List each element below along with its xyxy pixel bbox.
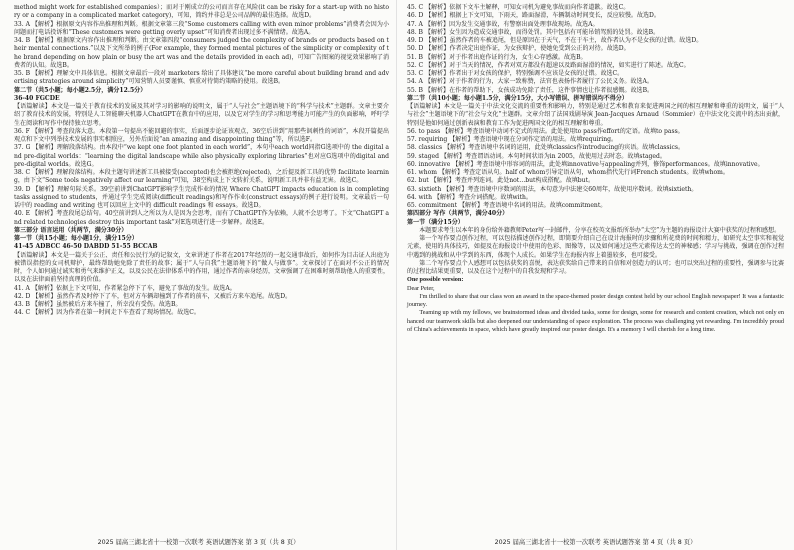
answer-paragraph: 64. with 【解析】考查介词搭配。故填with。 [407,193,532,201]
answer-paragraph: 第一节（共15小题；每小题1分，满分15分） [14,235,138,242]
answer-paragraph: 43. B 【解析】虽然被后方来车撞了，所幸没有受伤。故选B。 [14,301,182,308]
answer-paragraph: I'm thrilled to share that our class won an award in the space-themed poster design contest held by our school English newspaper! It was a fantastic journey. [407,292,784,308]
left-page-body [14,4,389,318]
answer-paragraph: 第二节（共10小题；每小题1.5分，满分15分，大小写错误、拼写错误均不得分） [407,94,628,102]
answer-paragraph: 59. staged 【解析】考查谓语动词。本句时间状语为in 2005，故使用过去时态。故填staged。 [407,152,666,160]
answer-paragraph: 39. D 【解析】理解句际关系。39空前讲到ChatGPT影响学生完成作业的情况 Where ChatGPT impacts education is in completing tasks assigned to students，并通过学生完成阅读(difficult readings)和写作作业(construct essays)的例子进行说明。文章最后一句话中的 reading and writing 也可以回应上文中的 difficult readings 和 essays。故选D。 [14,185,389,209]
answer-paragraph: 50. D 【解析】作者决定出庭作证，为女孩辩护，使她免受到公正的对待。故选D。 [407,45,630,53]
answer-paragraph: 65. commitment 【解析】考查语境中名词的用法。故填commitment。 [407,202,607,209]
answer-paragraph: 第二节（共5小题；每小题2.5分，满分12.5分） [14,86,147,94]
answer-paragraph: Dear Peter, [407,284,435,292]
answer-paragraph: 56. to pass 【解析】考查语境中动词不定式的用法。此处使用to pass作effort的定语。故填to pass。 [407,127,684,135]
answer-paragraph: 44. C 【解析】因为作者在第一时间走下车查看了现场情况。故选C。 [14,309,200,317]
answer-paragraph: 58. classics 【解析】考查语境中名词的运用，此处填classics作introducing的宾语。故填classics。 [407,144,684,152]
answer-paragraph: 57. requiring 【解析】考查语境中现在分词作定语的用法。故填requiring。 [407,136,618,143]
answer-paragraph: 【语篇解读】本文是一篇关于教育技术的发展及其对学习的影响的说明文，属于“人与社会”主题语境下的“科学与技术”主题群。文章主要介绍了教育技术的发展，特别是人工智能聊天机器人ChatGPT在教育中的应用，以及它对学生的学习和思考能力可能产生的负面影响，呼吁学生在阅读和写作中保持独立思考。 [14,103,389,127]
answer-paragraph: 55. B 【解析】在作者的帮助下，女孩成功免除了责任，这件事情也让作者很感慨。故选B。 [407,86,654,94]
answer-paragraph: 41. A 【解析】依据上下文可知，作者紧急停下了车，避免了事故的发生。故选A。 [14,284,236,292]
answer-paragraph: 【语篇解读】本文是一篇关于公正、责任和公民行为的记叙文，文章讲述了作者在2017年经历的一起交通事故后，如何作为目击证人出庭为被错误指控的女司机辩护，最终帮助她免除了责任的故事；属于“人与自我”主题语境下的“做人与做事”。文章探讨了在面对不公正的情况时，个人如何通过诚实和勇气来维护正义，以及公民在法律体系中的作用，通过作者的亲身经历，文章强调了在困难时刻帮助他人的重要性，以及在法律面前坚持真理的价值。 [14,251,389,284]
answer-paragraph: 本题要求考生以本年的身份给外籍教师Peter写一封邮件，分享在校英文报纸所举办“太空”为主题的海报设计大赛中获奖的过程和感想。 [419,226,781,234]
answer-paragraph: 35. B 【解析】理解文中具体信息。根据文章最后一段对 marketers 给出了具体建议“be more careful about building brand and advertising strategies around simplicity”可知营销人员要谨慎、慎重对待简约策略的使用。故选B。 [14,70,389,86]
answer-paragraph: 62. but 【解析】考查并列连词。此处not…but构成搭配。故填but。 [407,177,595,185]
answer-paragraph: 61. whom 【解析】考查定语从句。half of whom引导定语从句，whom指代先行词French students。故填whom。 [407,169,729,176]
answer-paragraph: 33. A 【解析】根据原文内容作出推理和判断。根据文章第三段“Some customers calling with even minor problems”消费者会因为小问题而打电话投诉和“These customers were getting overly upset”可知消费者出现过多不满情绪。故选A。 [14,20,389,36]
answer-paragraph: Teaming up with my fellows, we brainstormed ideas and divided tasks, some for design, some for research and content creation, which not only enhanced our teamwork skills but also deepened our understanding of space exploration. The process was challenging yet rewarding. I'm incredibly proud of China's achievements in space, which have greatly inspired our poster design. It's a memory I will cherish for a long time. [407,309,784,333]
answer-paragraph: 47. A 【解析】因为发生交通事故，有警察出面处理事故现场。故选A。 [407,20,599,28]
answer-paragraph: 48. B 【解析】女生因为造成交通事故，而得处罚。其中包括有可能吊销驾照的处罚。故选B。 [407,28,660,36]
answer-paragraph: 36. F 【解析】考查段落大意。本段第一句提出不能回避的事实，后面逐步论证该观点，36空后讲到“用那些讽刺性的词语”，本段开篇提出观点和下文中列举技术发展的事实相照应，另外后面说“an amazing and disappointing thing”等，所以选F。 [14,127,389,143]
answer-paragraph: 第三部分 语言运用（共两节，满分30分） [14,226,128,234]
answer-paragraph: 60. innovative 【解析】考查语境中形容词的用法，此处填innovative与appealing并列，修饰performances。故填innovative。 [407,160,764,168]
answer-paragraph: 36-40 FGCDE [14,94,60,102]
answer-paragraph: 37. G 【解析】理解段落结构。由本段中“we kept one foot planted in each world”，本句中each world同指G选项中的 the digital and pre-digital worlds：“learning the digital landscape while also physically exploring libraries”也对应G选项中的digital and pre-digital worlds。故选G。 [14,144,389,168]
answer-paragraph: method might work for established companies）；而对于刚成立的公司而言存在风险(it can be risky for a start-up with no history or a company in a complicated market category)，可知，简约并非总是公司品牌的最佳选择。故选D。 [14,4,389,20]
answer-paragraph: 第四部分 写作（共两节，满分40分） [407,210,509,218]
answer-paragraph: 第二个写作要点个人感想可以包括获奖的喜悦，表达获奖给自己带来的自信和对创造力的认可；也可以突出过程的重要性，强调参与比赛的过程比结果更重要，以及在这个过程中的自我发现和学习。 [407,259,784,275]
answer-paragraph: 【语篇解读】本文是一篇关于中法文化交流的重要性和影响力，特别是通过艺术和教育来促进两国之间的相互理解和尊重的说明文，属于“人与社会”主题语境下的“社会与文化”主题群。文章介绍了法国戏剧导演 Jean-Jacques Arnaud（Sommier）在中法文化交流中的杰出贡献，特别是他如何通过创新表演和教育工作为促进两国文化的相互理解和尊重。 [407,103,784,127]
answer-paragraph: 54. A 【解析】对于作者的行为，大家一致称赞，法官也表扬作者履行了公民义务。故选A。 [407,78,653,86]
answer-paragraph: 第一节（满分15分） [407,218,464,226]
answer-paragraph: 45. C 【解析】依据下文车主解释，可知女司机为避免事故而向作者道歉。故选C。 [407,4,630,11]
answer-paragraph: 49. D 【解析】虽然作者的车被追尾，但是原因在于天气，不在于车主，故作者认为不是女孩的过错。故选D。 [407,37,703,44]
answer-paragraph: 52. C 【解析】对于当天的情况，作者对双方都没有超速以及路面湿滑的情况，如实进行了陈述。故选C。 [407,61,690,69]
answer-paragraph: 41-45 ADBCC 46-50 DABDD 51-55 BCCAB [14,243,158,251]
answer-paragraph: 第一个写作要点创作过程，可以包括描述创作过程，即简要介绍自己在设计海报时的步骤和所花费的时间和精力，如研究太空事实和视觉元素，使用的具体技巧，如提及在海报设计中使用的色彩、图像等，以及如何通过这些元素传达太空的神秘感；学习与挑战，强调在创作过程中遇到的挑战和从中学到的东西，体现个人成长。如果学生在海报内容上着墨较多，也可接受。 [407,235,784,259]
answer-paragraph: 63. sixtieth 【解析】考查语境中序数词的用法，本句意为中法建交60周年，故使用序数词。故填sixtieth。 [407,185,698,193]
right-page-footer: 2025 届高三湖北省十一校第一次联考 英语试题答案 第 4 页（共 8 页） [494,539,697,546]
answer-paragraph: 38. C 【解析】理解段落结构。本段主题句讲述新工具被接受(accepted)也会被拒绝(rejected)，之后提及新工具的优势 facilitate learning，由下文“Some tools negatively affect our learning”可知，38空构成上下文转折关系，说明新工具并非有益无害。故选C。 [14,169,389,185]
left-page-footer: 2025 届高三湖北省十一校第一次联考 英语试题答案 第 3 页（共 8 页） [97,539,300,546]
answer-paragraph: 53. C 【解析】作者出于对女孩的保护，特别强调不应该是女孩的过错。故选C。 [407,70,624,77]
answer-paragraph: 42. D 【解析】虽然作者及时停下了车，但对方车辆却撞到了作者的前车，又被后方来车追尾。故选D。 [14,292,292,300]
answer-paragraph: 40. E 【解析】考查段尾总结句。40空前讲到人之所以为人是因为会思考，而有了ChatGPT作为依赖，人就不会思考了。下文“ChatGPT and related technologies destroy this important task”对E选项进行进一步解释。故选E。 [14,210,389,226]
answer-paragraph: One possible version: [407,276,464,284]
answer-paragraph: 46. D 【解析】根据上下文可知，下雨天，路面湿滑，车辆制动时间变长，反应较慢。故选D。 [407,12,660,20]
answer-paragraph: 51. B 【解析】对于作者出庭作证的行为，女生心存感激。故选B。 [407,53,587,61]
right-page-body [407,4,784,334]
answer-paragraph: 34. B 【解析】根据原文内容作出推理和判断。由文章第四段“consumers judged the complexity of brands or products based on their mental connections.”以及下文所举的例子(For example, they formed mental pictures of the simplicity or complexity of the brand depending on how plain or busy the art was and the details provided in each ad)，可知广告图案的视觉效果影响了消费者的认知。故选B。 [14,37,389,69]
right-page [397,0,794,550]
